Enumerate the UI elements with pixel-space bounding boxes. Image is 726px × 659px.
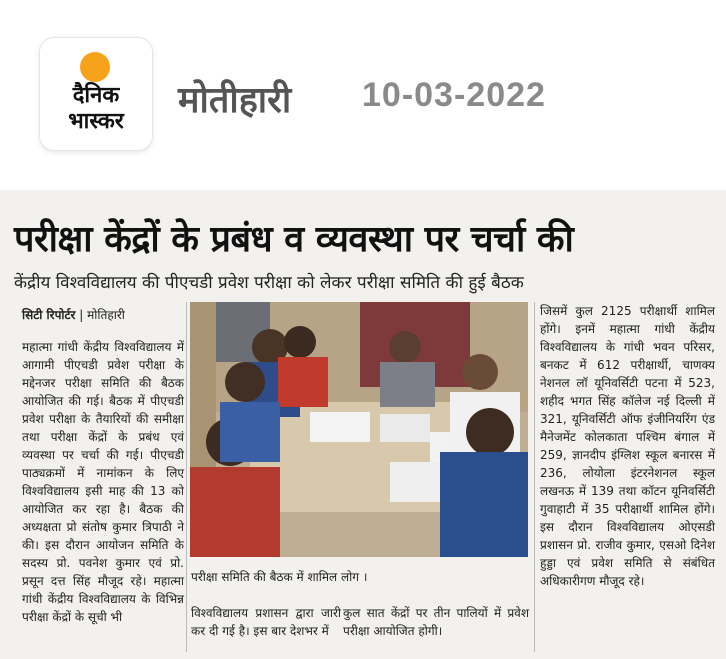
article-subhead: केंद्रीय विश्वविद्यालय की पीएचडी प्रवेश परीक्षा को लेकर परीक्षा समिति की हुई बैठक <box>14 273 524 293</box>
dainik-bhaskar-logo <box>40 38 152 150</box>
byline: सिटी रिपोर्टर | मोतिहारी <box>22 308 125 322</box>
byline-reporter: सिटी रिपोर्टर <box>22 308 76 322</box>
clipping-header <box>0 0 726 190</box>
city-name: मोतीहारी <box>178 80 292 121</box>
article-column-2: विश्वविद्यालय प्रशासन द्वारा जारी कर दी गई है। इस बार देशभर में <box>191 606 341 638</box>
article-column-3: कुल सात केंद्रों पर तीन पालियों में प्रवेश परीक्षा आयोजित होगी। <box>343 606 529 638</box>
edition-date: 10-03-2022 <box>362 76 546 114</box>
column-divider <box>186 302 187 652</box>
article-column-4: जिसमें कुल 2125 परीक्षार्थी शामिल होंगे। इनमें महात्मा गांधी केंद्रीय विश्वविद्यालय के गांधी भवन परिसर, बनकट में 612 परीक्षार्थी, चाणक्य नेशनल लॉ यूनिवर्सिटी पटना में 523, शहीद भगत सिंह कॉलेज नई दिल्ली में 321, यूनिवर्सिटी ऑफ इंजीनियरिंग एंड मैनेजमेंट कोलकाता पश्चिम बंगाल में 259, ज्ञानदीप इंग्लिश स्कूल बनारस में 236, लोयोला इंटरनेशनल स्कूल लखनऊ में 139 तथा कॉटन यूनिवर्सिटी गुवाहाटी में 35 परीक्षार्थी शामिल होंगे। इस दौरान विश्वविद्यालय ओएसडी प्रशासन प्रो. राजीव कुमार, एसओ दिनेश हुड्डा एवं प्रवेश समिति से संबंधित अधिकारीगण मौजूद रहे। <box>540 304 715 588</box>
byline-city: मोतिहारी <box>87 308 125 322</box>
photo-caption: परीक्षा समिति की बैठक में शामिल लोग । <box>191 570 368 584</box>
sun-icon <box>80 52 110 82</box>
meeting-photo <box>190 302 528 557</box>
column-divider <box>534 302 535 652</box>
article-headline: परीक्षा केंद्रों के प्रबंध व व्यवस्था पर चर्चा की <box>14 219 574 260</box>
logo-line1: दैनिक <box>72 83 120 108</box>
logo-line2: भास्कर <box>68 109 124 134</box>
article-column-1: महात्मा गांधी केंद्रीय विश्वविद्यालय में आगामी पीएचडी प्रवेश परीक्षा के मद्देनजर परीक्षा समिति की बैठक आयोजित की गई। बैठक में पीएचडी प्रवेश परीक्षा के तैयारियों की समीक्षा तथा परीक्षा केंद्रों के प्रबंध एवं व्यवस्था पर चर्चा की गई। पीएचडी पाठ्यक्रमों में नामांकन के लिए विश्वविद्यालय इसी माह की 13 को आयोजित कर रहा है। बैठक की अध्यक्षता प्रो संतोष कुमार त्रिपाठी ने की। इस दौरान आयोजन समिति के सदस्य प्रो. पवनेश कुमार एवं प्रो. प्रसून दत्त सिंह मौजूद रहे। महात्मा गांधी केंद्रीय विश्वविद्यालय के विभिन्न परीक्षा केंद्रों के सूची भी <box>22 340 184 624</box>
